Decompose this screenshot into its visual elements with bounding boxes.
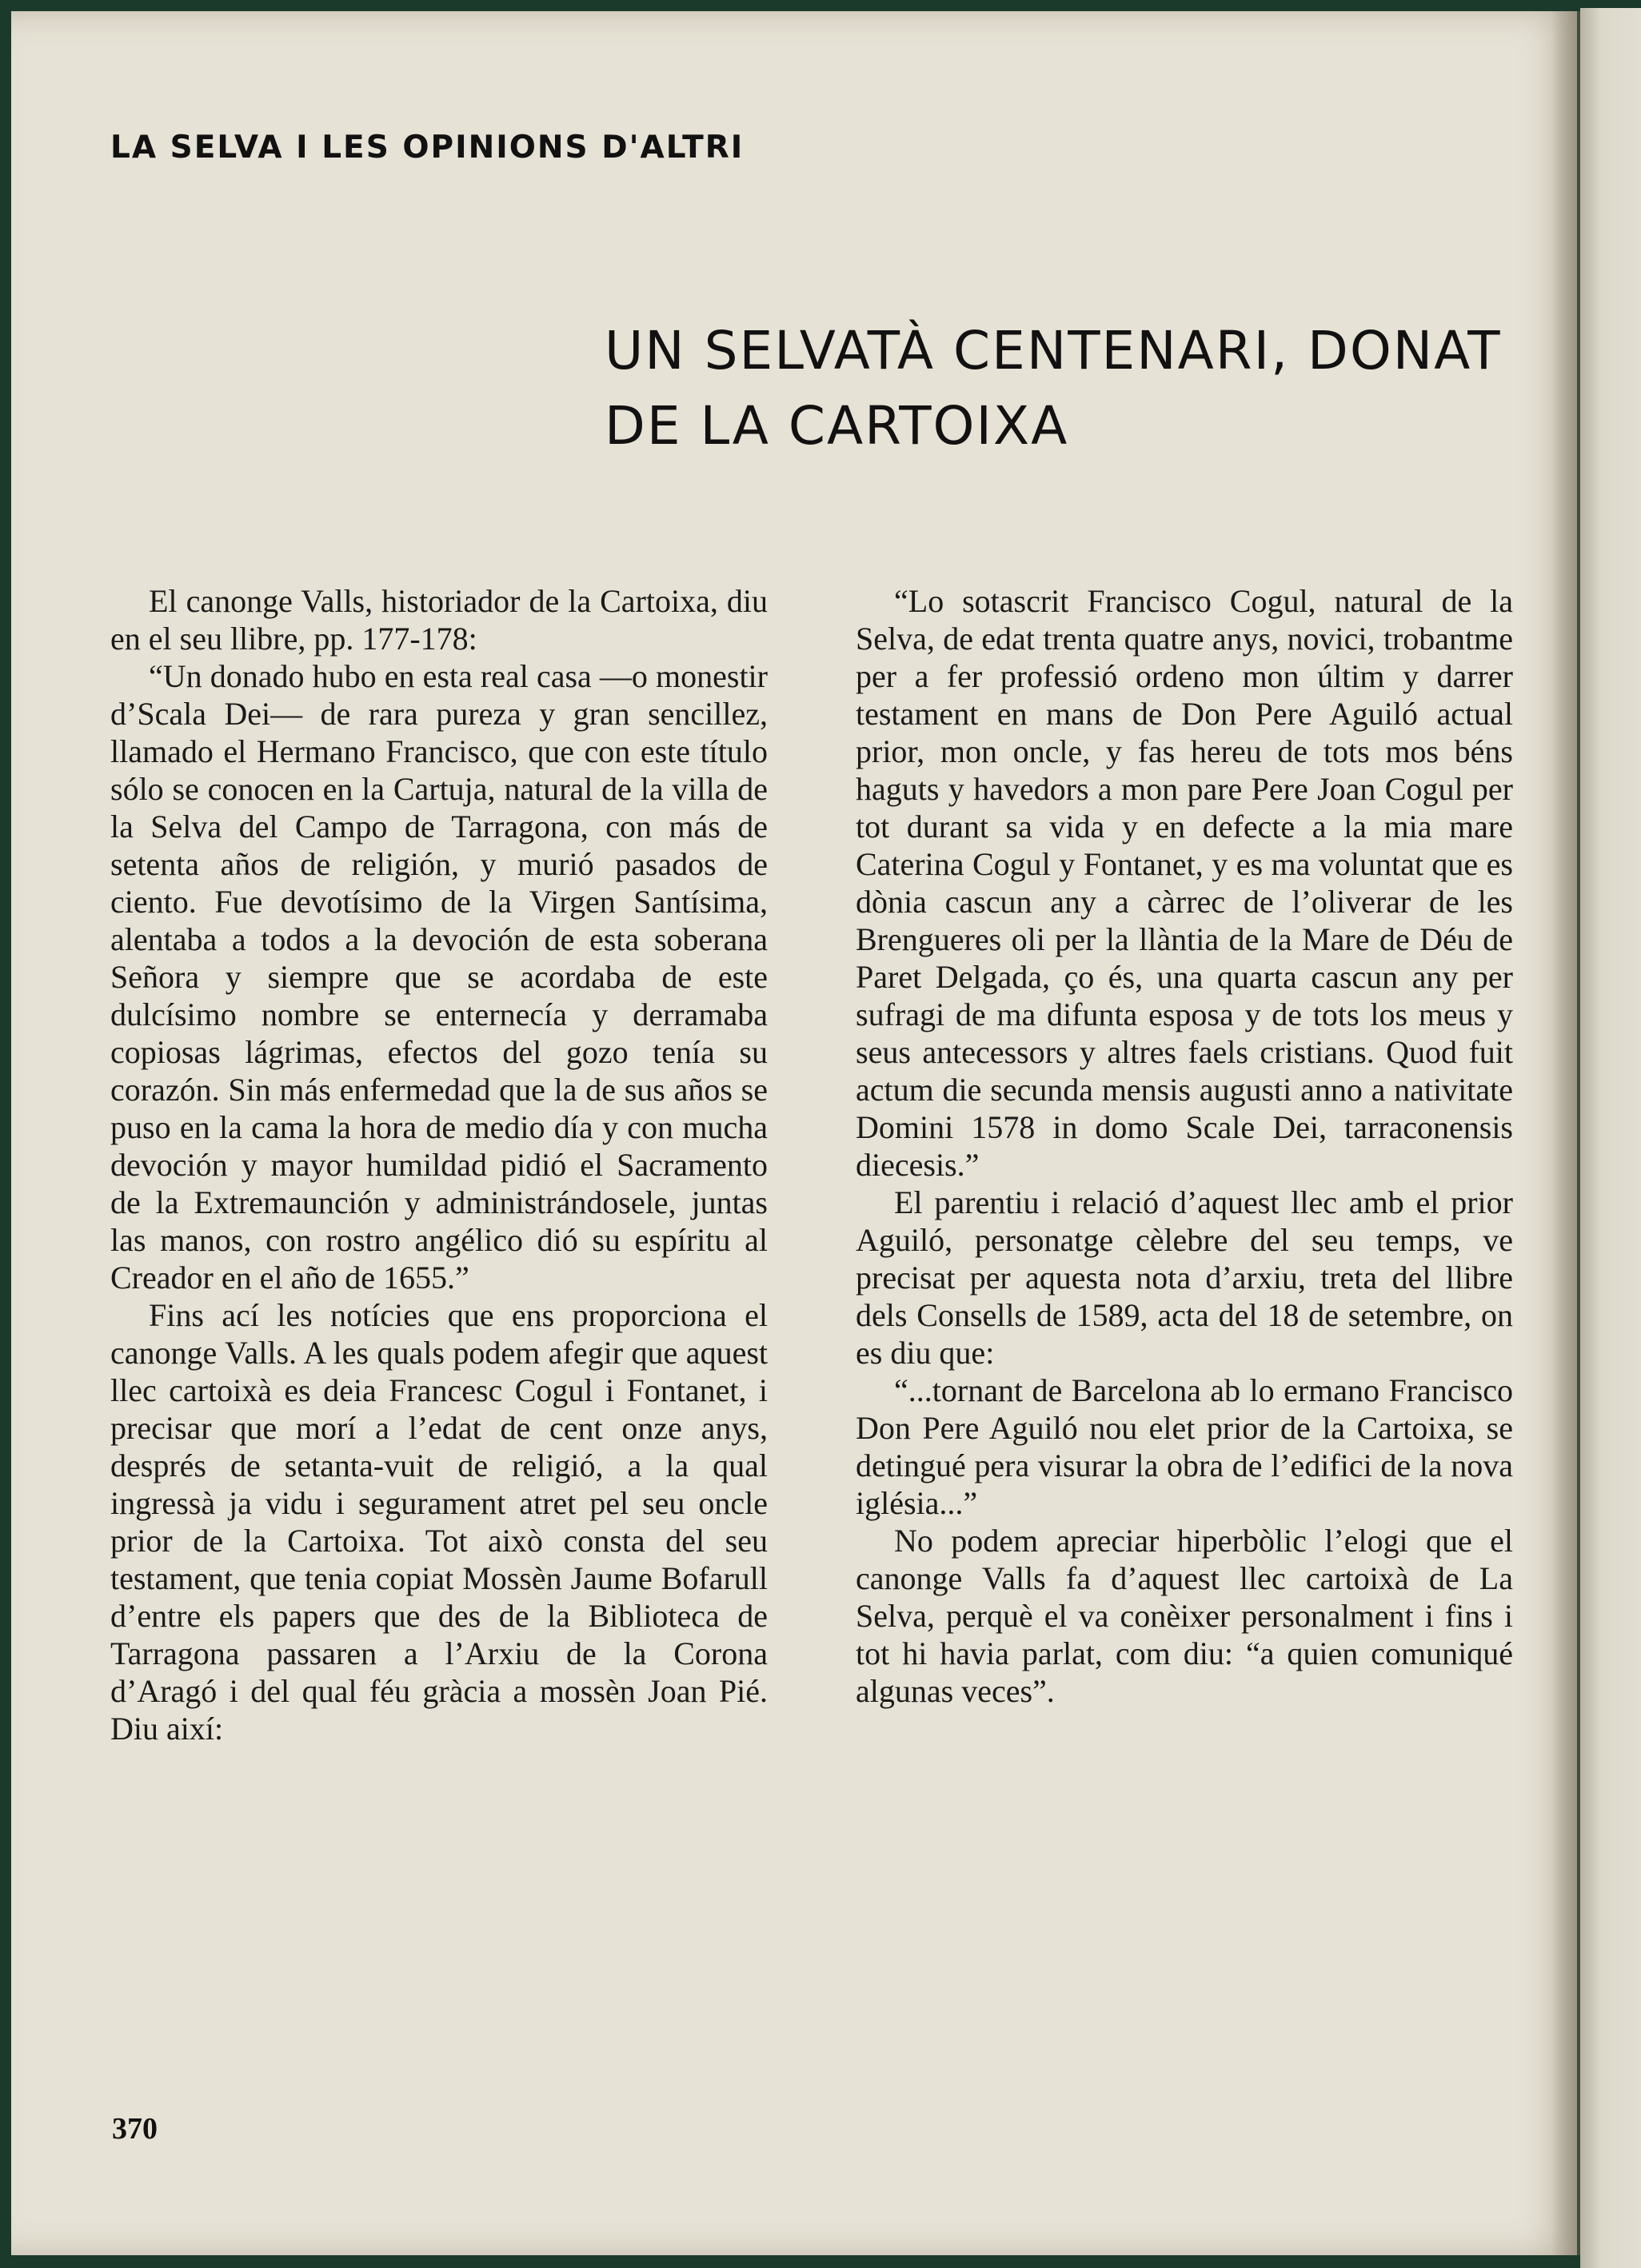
book-page (11, 11, 1577, 2255)
paragraph: No podem apreciar hiperbòlic l’elogi que el canonge Valls fa d’aquest llec cartoixà de La Selva, perquè el va conèixer personalment i fins i tot hi havia parlat, com diu: “a quien comuniqué algunas veces”. (856, 1523, 1513, 1709)
article-title-line-1: UN SELVATÀ CENTENARI, DONAT (605, 320, 1502, 381)
gutter-shadow (1551, 11, 1583, 2255)
page-number: 370 (112, 2112, 158, 2146)
adjacent-page-edge (1580, 8, 1641, 2268)
paragraph: Fins ací les notícies que ens proporciona el canonge Valls. A les quals podem afegir que aquest llec cartoixà es deia Francesc Cogul i Fontanet, i precisar que morí a l’edat de cent onze anys, després de setanta-vuit de religió, a la qual ingressà ja vidu i segurament atret pel seu oncle prior de la Cartoixa. Tot això consta del seu testament, que tenia copiat Mossèn Jaume Bofarull d’entre els papers que des de la Biblioteca de Tarragona passaren a l’Arxiu de la Corona d’Aragó i del qual féu gràcia a mossèn Joan Pié. Diu així: (110, 1297, 768, 1747)
left-column (110, 582, 768, 1747)
right-column (856, 582, 1513, 1710)
section-header: LA SELVA I LES OPINIONS D'ALTRI (110, 130, 745, 166)
paragraph-archive-quote: “...tornant de Barcelona ab lo ermano Francisco Don Pere Aguiló nou elet prior de la Cartoixa, se detingué pera visurar la obra de l’edifici de la nova iglésia...” (856, 1372, 1513, 1521)
paragraph-testament-quote: “Lo sotascrit Francisco Cogul, natural de la Selva, de edat trenta quatre anys, novici, trobantme per a fer professió ordeno mon últim y darrer testament en mans de Don Pere Aguiló actual prior, mon oncle, y fas hereu de tots mos béns haguts y havedors a mon pare Pere Joan Cogul per tot durant sa vida y en defecte a la mia mare Caterina Cogul y Fontanet, y es ma voluntat que es dònia cascun any a càrrec de l’oliverar de les Brengueres oli per la llàntia de la Mare de Déu de Paret Delgada, ço és, una quarta cascun any per sufragi de ma difunta esposa y de tots los meus y seus antecessors y altres faels cristians. Quod fuit actum die secunda mensis augusti anno a nativitate Domini 1578 in domo Scale Dei, tarraconensis diecesis.” (856, 583, 1513, 1183)
paragraph: El parentiu i relació d’aquest llec amb el prior Aguiló, personatge cèlebre del seu temps, ve precisat per aquesta nota d’arxiu, treta del llibre dels Consells de 1589, acta del 18 de setembre, on es diu que: (856, 1184, 1513, 1371)
paragraph: El canonge Valls, historiador de la Cartoixa, diu en el seu llibre, pp. 177-178: (110, 583, 768, 657)
article-title-line-2: DE LA CARTOIXA (605, 395, 1069, 457)
article-title (605, 313, 1516, 464)
paragraph-quote: “Un donado hubo en esta real casa —o monestir d’Scala Dei— de rara pureza y gran sencillez, llamado el Hermano Francisco, que con este título sólo se conocen en la Cartuja, natural de la villa de la Selva del Campo de Tarragona, con más de setenta años de religión, y murió pasados de ciento. Fue devotísimo de la Virgen Santísima, alentaba a todos a la devoción de esta soberana Señora y siempre que se acordaba de este dulcísimo nombre se enternecía y derramaba copiosas lágrimas, efectos del gozo tenía su corazón. Sin más enfermedad que la de sus años se puso en la cama la hora de medio día y con mucha devoción y mayor humildad pidió el Sacramento de la Extremaunción y administrándosele, juntas las manos, con rostro angélico dió su espíritu al Creador en el año de 1655.” (110, 658, 768, 1296)
